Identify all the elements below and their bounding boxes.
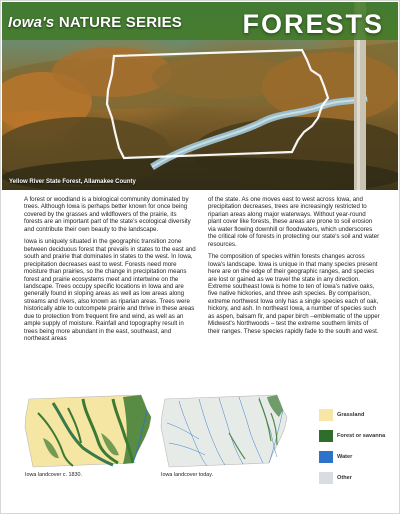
legend-label: Water — [337, 454, 353, 460]
legend-item-grassland — [319, 409, 389, 424]
hero-photo — [2, 2, 398, 190]
other-swatch — [319, 472, 333, 484]
map-landcover-today — [159, 393, 295, 473]
page-title: FORESTS — [242, 9, 384, 39]
paragraph-geography: Iowa is uniquely situated in the geographic transition zone between deciduous forest that prevails in states to the east and south and prairie that dominates in states to the west. In Iowa, precipitation decreases east to west. Forests need more moisture than prairies, so the change in precipitation means forest and prairie ecosystems meet and intertwine on the landscape. Trees occupy specific locations in Iowa and are generally found in sloping areas as well as low areas along streams and rivers, also known as riparian areas. Trees were historically able to outcompete prairie and thrive in these areas due to protection from frequent fire and wind, as well as an ample supply of moisture. Rainfall and topography result in trees being more abundant in the east, southeast, and northeast areas — [24, 238, 196, 343]
series-title — [8, 14, 182, 31]
map-landcover-1830 — [23, 393, 155, 473]
paragraph-species: The composition of species within forests changes across Iowa's landscape. Iowa is unique in that many species present here are on the edge of their geographic ranges, and species are lost or gained as we travel the state in any direction. Extreme southeast Iowa is home to ten of Iowa's native oaks, five native hickories, and three ash species. By comparison, extreme northwest Iowa only has a single species each of oak, hickory, and ash. In northeast Iowa, a number of species such as aspen, balsam fir, and paper birch –emblematic of the upper Midwest's Northwoods – test the extreme southern limits of their ranges. These species rapidly fade to the south and west. — [208, 253, 380, 335]
map-legend — [319, 409, 389, 493]
grassland-swatch — [319, 409, 333, 421]
legend-label: Other — [337, 475, 352, 481]
series-name: NATURE SERIES — [58, 14, 182, 31]
paragraph-intro: A forest or woodland is a biological community dominated by trees. Although Iowa is perhaps better known for once being covered by the grasses and wildflowers of the prairie, its forests are an important part of the state's ecological diversity and contribute their own beauty to the landscape. — [24, 196, 191, 233]
legend-item-forest — [319, 430, 389, 445]
water-swatch — [319, 451, 333, 463]
landcover-maps — [1, 393, 399, 513]
photo-caption: Yellow River State Forest, Allamakee County — [9, 179, 136, 185]
legend-item-water — [319, 451, 389, 466]
legend-item-other — [319, 472, 389, 487]
legend-label: Grassland — [337, 412, 365, 418]
forest-swatch — [319, 430, 333, 442]
right-column — [208, 196, 380, 340]
paragraph-riparian: of the state. As one moves east to west across Iowa, and precipitation decreases, trees are increasingly restricted to riparian areas along major waterways. Without year-round plant cover like forests, these areas are prone to soil erosion via water flowing downhill or floodwaters, which underscores the critical role of forests in protecting our state's soil and water resources. — [208, 196, 380, 248]
map-caption-1830: Iowa landcover c. 1830. — [25, 472, 82, 478]
series-brand: Iowa's — [8, 14, 55, 31]
legend-label: Forest or savanna — [337, 433, 386, 439]
map-caption-today: Iowa landcover today. — [161, 472, 214, 478]
left-column — [24, 196, 196, 348]
